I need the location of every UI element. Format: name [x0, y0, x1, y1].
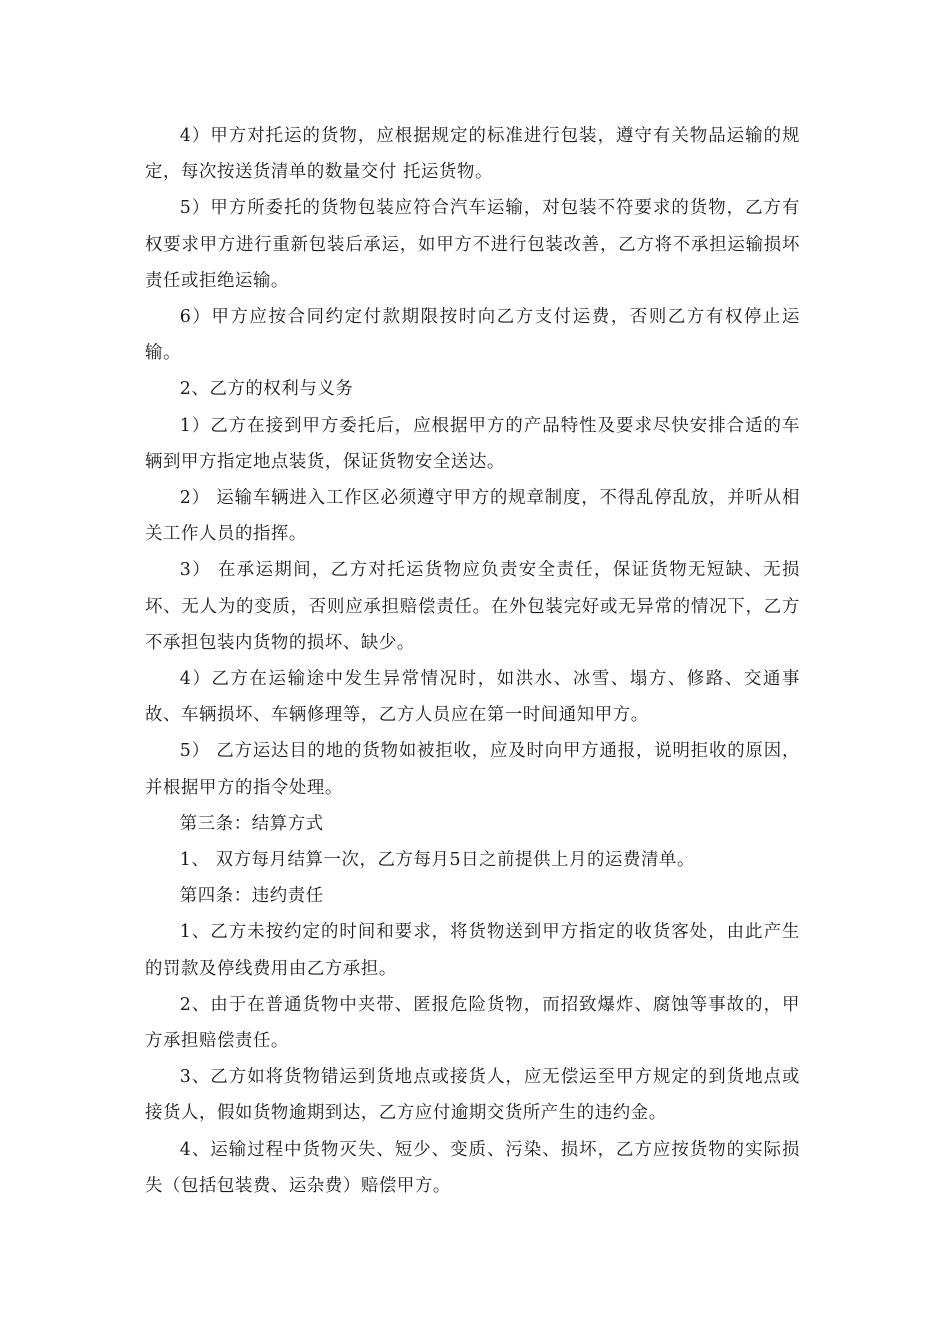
paragraph-liability-misdelivery: 3、乙方如将货物错运到货地点或接货人，应无偿运至甲方规定的到货地点或接货人，假如货物逾期到达，乙方应付逾期交货所产生的违约金。	[145, 1067, 800, 1124]
article-heading-settlement: 第三条：结算方式	[179, 813, 324, 834]
document-page	[145, 118, 800, 1204]
paragraph-party-b-rejection: 5） 乙方运达目的地的货物如被拒收，应及时向甲方通报，说明拒收的原因，并根据甲方的指令处理。	[145, 741, 800, 798]
paragraph-liability-hazardous-goods: 2、由于在普通货物中夹带、匿报危险货物，而招致爆炸、腐蚀等事故的，甲方承担赔偿责任。	[145, 994, 800, 1052]
paragraph-party-a-packaging-compliance: 5）甲方所委托的货物包装应符合汽车运输，对包装不符要求的货物，乙方有权要求甲方进行重新包装后承运，如甲方不进行包装改善，乙方将不承担运输损坏责任或拒绝运输。	[145, 198, 800, 291]
paragraph-party-b-incident-notice: 4）乙方在运输途中发生异常情况时，如洪水、冰雪、塌方、修路、交通事故、车辆损坏、车辆修理等，乙方人员应在第一时间通知甲方。	[145, 669, 800, 726]
paragraph-party-a-payment: 6）甲方应按合同约定付款期限按时向乙方支付运费，否则乙方有权停止运输。	[145, 307, 800, 364]
article-heading-liability: 第四条：违约责任	[179, 886, 324, 907]
section-heading-party-b-rights: 2、乙方的权利与义务	[179, 379, 354, 400]
paragraph-liability-loss-damage: 4、运输过程中货物灭失、短少、变质、污染、损坏，乙方应按货物的实际损失（包括包装费、运杂费）赔偿甲方。	[145, 1139, 800, 1196]
paragraph-party-b-safety-liability: 3） 在承运期间，乙方对托运货物应负责安全责任，保证货物无短缺、无损坏、无人为的变质，否则应承担赔偿责任。在外包装完好或无异常的情况下，乙方不承担包装内货物的损坏、缺少。	[145, 560, 800, 653]
paragraph-party-a-packaging: 4）甲方对托运的货物，应根据规定的标准进行包装，遵守有关物品运输的规定，每次按送货清单的数量交付 托运货物。	[145, 126, 800, 183]
paragraph-party-b-site-rules: 2） 运输车辆进入工作区必须遵守甲方的规章制度，不得乱停乱放，并听从相关工作人员的指挥。	[145, 488, 800, 545]
paragraph-party-b-vehicle-arrangement: 1）乙方在接到甲方委托后，应根据甲方的产品特性及要求尽快安排合适的车辆到甲方指定地点装货，保证货物安全送达。	[145, 415, 800, 472]
paragraph-monthly-settlement: 1、 双方每月结算一次，乙方每月5日之前提供上月的运费清单。	[179, 850, 696, 871]
paragraph-liability-late-delivery: 1、乙方未按约定的时间和要求，将货物送到甲方指定的收货客处，由此产生的罚款及停线费用由乙方承担。	[145, 922, 800, 979]
